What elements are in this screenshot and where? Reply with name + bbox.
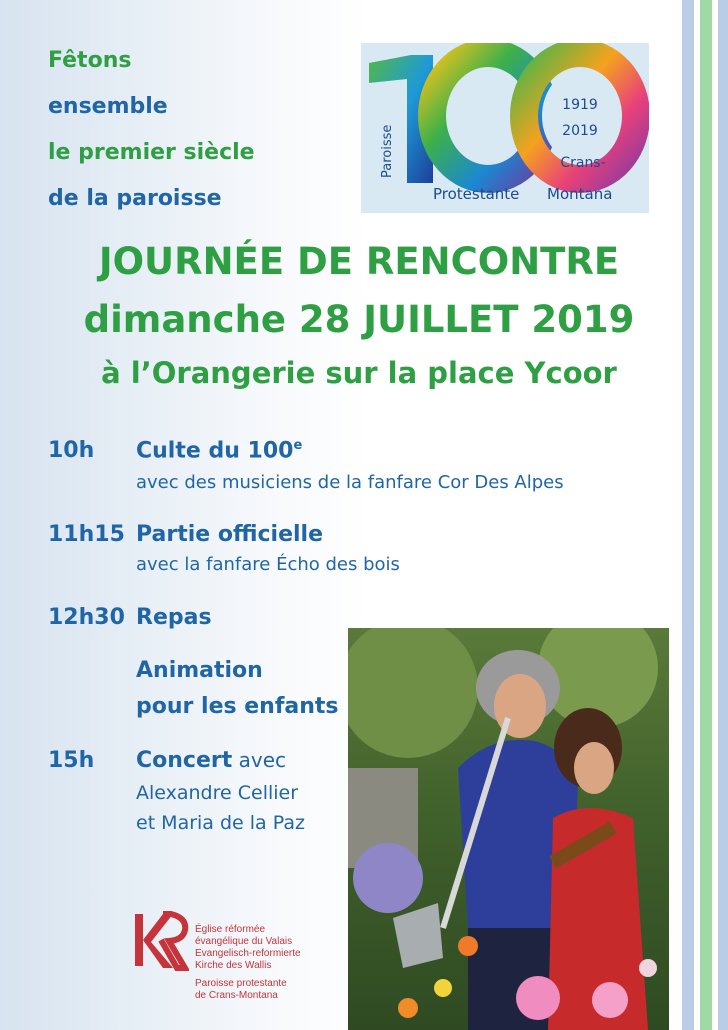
program-time: 15h <box>48 748 95 773</box>
program-subtitle: avec des musiciens de la fanfare Cor Des Alpes <box>136 472 564 493</box>
logo-year: 2019 <box>562 123 598 139</box>
program-time: 12h30 <box>48 605 125 630</box>
parish-name-line: de Crans-Montana <box>195 990 278 1001</box>
program-title: pour les enfants <box>136 694 339 719</box>
logo-word: Protestante <box>433 185 520 203</box>
church-name-line: Kirche des Wallis <box>195 960 272 971</box>
program-title <box>136 748 286 773</box>
musicians-photo <box>348 628 669 1030</box>
performer-name: Alexandre Cellier <box>136 782 299 804</box>
program-subtitle: avec la fanfare Écho des bois <box>136 554 400 575</box>
performer-name: et Maria de la Paz <box>136 812 305 834</box>
intro-text <box>48 38 255 222</box>
program-title-text: Concert <box>136 748 233 773</box>
side-stripe-green <box>700 0 712 1030</box>
church-logo <box>133 910 189 972</box>
event-date: dimanche 28 JUILLET 2019 <box>83 298 635 341</box>
church-name-line: Église réformée <box>195 924 266 935</box>
intro-line: le premier siècle <box>48 140 255 165</box>
centenary-logo <box>361 43 649 213</box>
program-time: 11h15 <box>48 522 125 547</box>
program-title-sup: e <box>293 438 303 453</box>
church-name-line: Evangelisch-reformierte <box>195 948 301 959</box>
parish-name-line: Paroisse protestante <box>195 978 287 989</box>
program-title-text: Culte du 100 <box>136 438 294 464</box>
program-title: Repas <box>136 605 212 630</box>
program-time: 10h <box>48 438 95 463</box>
side-stripe <box>672 0 682 1030</box>
side-stripe-blue <box>718 0 728 1030</box>
intro-line: Fêtons <box>48 48 132 73</box>
intro-line: de la paroisse <box>48 186 222 211</box>
logo-place: Crans- <box>560 155 606 171</box>
church-name <box>195 924 301 1002</box>
program-title: Partie officielle <box>136 522 324 547</box>
intro-line: ensemble <box>48 94 168 119</box>
program-title-suffix: avec <box>232 748 286 772</box>
church-name-line: évangélique du Valais <box>195 936 293 947</box>
program-title: Animation <box>136 658 263 683</box>
program-title <box>136 438 302 463</box>
side-stripe-blue <box>682 0 694 1030</box>
logo-year: 1919 <box>562 97 598 113</box>
logo-place: Montana <box>547 185 613 203</box>
event-location: à l’Orangerie sur la place Ycoor <box>101 356 617 390</box>
church-organization <box>133 910 301 1001</box>
musicians-photo-graphic <box>348 628 669 1030</box>
event-title: JOURNÉE DE RENCONTRE <box>98 240 620 283</box>
centenary-logo-graphic <box>361 43 649 213</box>
logo-word-vertical: Paroisse <box>380 124 395 178</box>
